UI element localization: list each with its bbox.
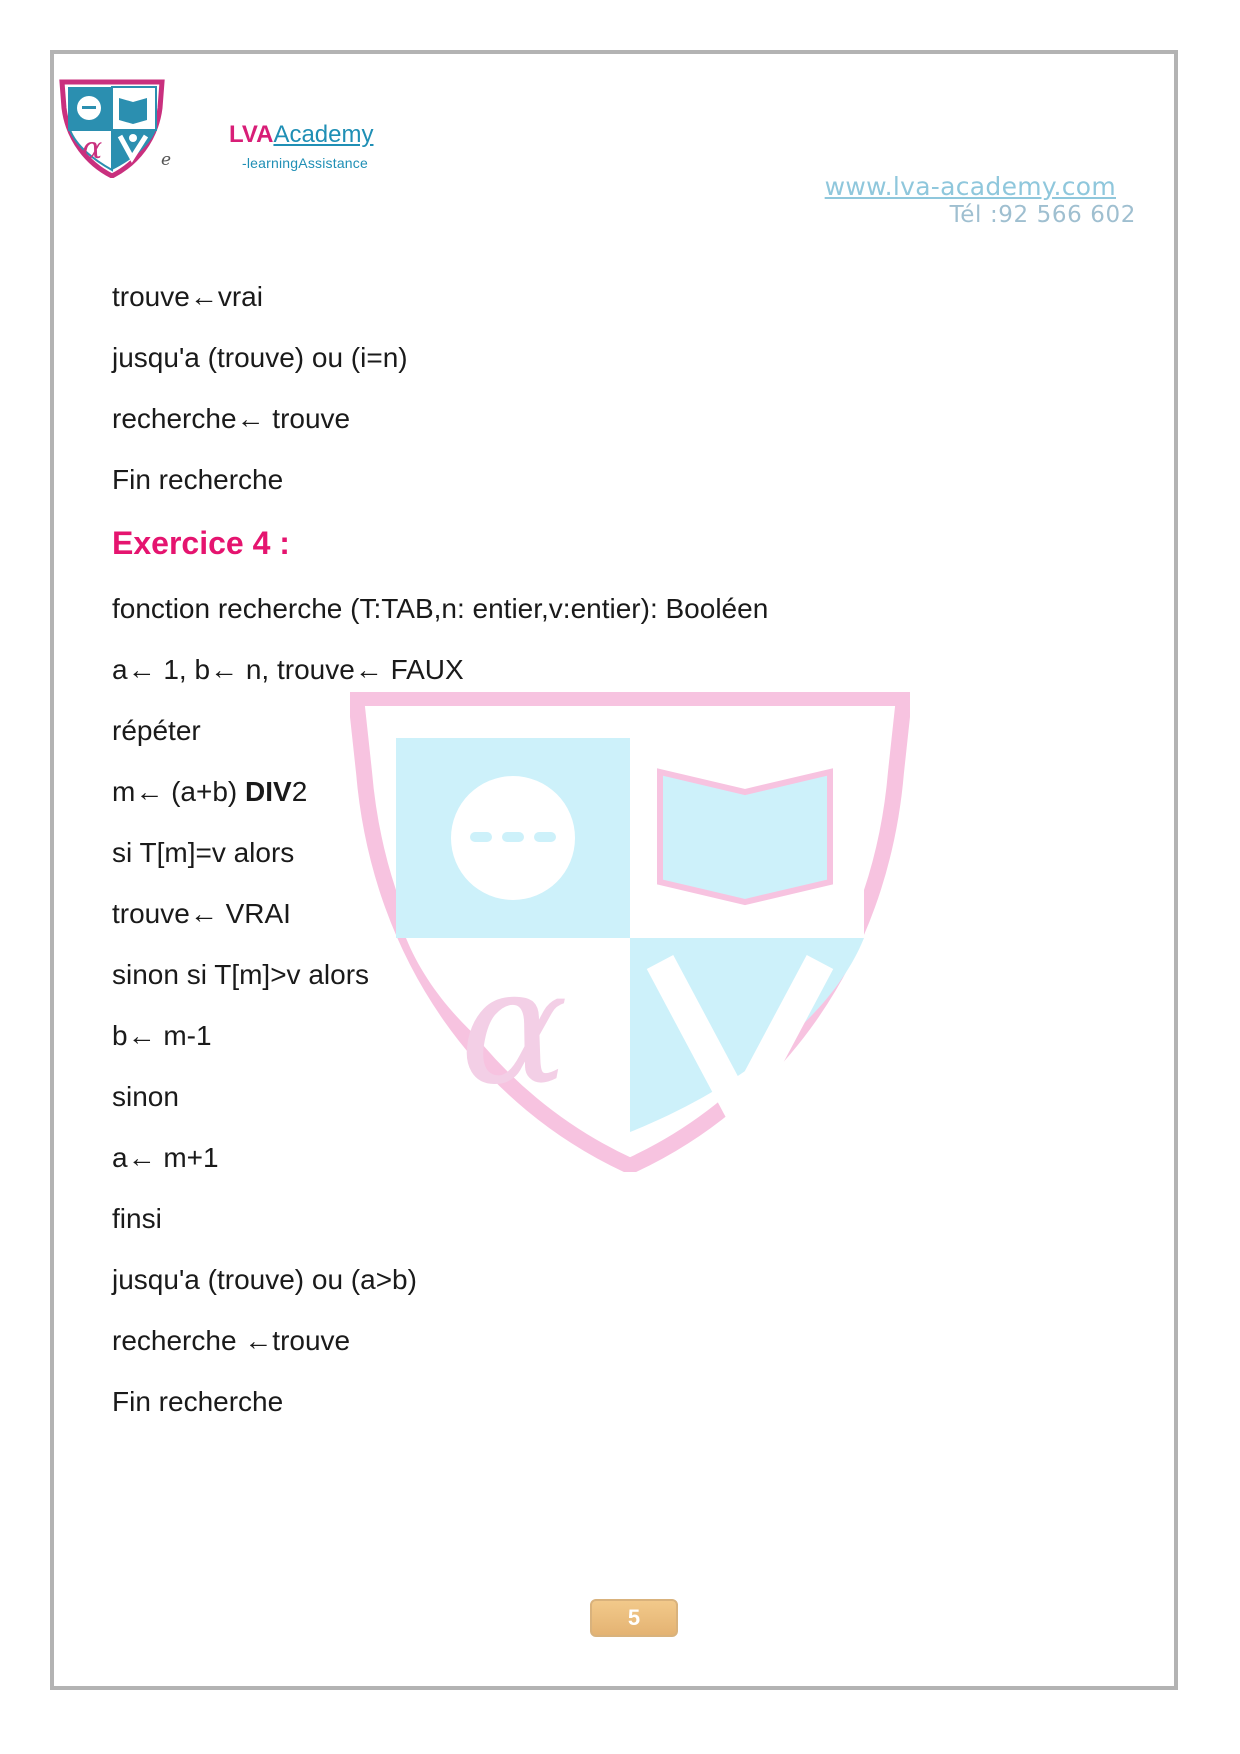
lva-academy-logo: [56, 78, 168, 178]
brand-subtitle: -learningAssistance: [242, 155, 368, 171]
code-text: m← (a+b): [112, 776, 246, 807]
code-line: Fin recherche: [112, 1386, 284, 1417]
code-line: finsi: [112, 1203, 162, 1234]
logo-letter: e: [161, 150, 172, 170]
brand-name: [229, 121, 373, 149]
code-line: répéter: [112, 715, 201, 746]
phone-number: Tél :92 566 602: [949, 202, 1136, 228]
code-line: jusqu'a (trouve) ou (a>b): [112, 1264, 417, 1295]
watermark-logo: [350, 692, 910, 1172]
svg-text:α: α: [460, 933, 569, 1120]
code-line: b← m-1: [112, 1020, 212, 1051]
website-link[interactable]: www.lva-academy.com: [824, 172, 1116, 201]
code-line: recherche ←trouve: [112, 1325, 351, 1356]
code-line: si T[m]=v alors: [112, 837, 295, 868]
svg-text:α: α: [82, 131, 103, 166]
code-line: recherche← trouve: [112, 403, 351, 434]
code-line-div: [112, 775, 307, 809]
code-text: 2: [291, 776, 308, 807]
code-line: sinon si T[m]>v alors: [112, 959, 370, 990]
div-keyword: DIV: [245, 776, 292, 807]
page-number-badge: 5: [590, 1599, 678, 1637]
exercise-heading: Exercice 4 :: [112, 525, 290, 561]
function-signature: fonction recherche (T:TAB,n: entier,v:entier): Booléen: [112, 593, 769, 624]
code-line: trouve← VRAI: [112, 898, 291, 929]
code-line: sinon: [112, 1081, 179, 1112]
code-line: a← m+1: [112, 1142, 219, 1173]
code-line: trouve←vrai: [112, 281, 263, 312]
brand-lva: LVA: [229, 121, 274, 148]
code-line: Fin recherche: [112, 464, 284, 495]
code-line: jusqu'a (trouve) ou (i=n): [112, 342, 408, 373]
code-line: a← 1, b← n, trouve← FAUX: [112, 654, 464, 685]
brand-academy: Academy: [273, 121, 374, 148]
